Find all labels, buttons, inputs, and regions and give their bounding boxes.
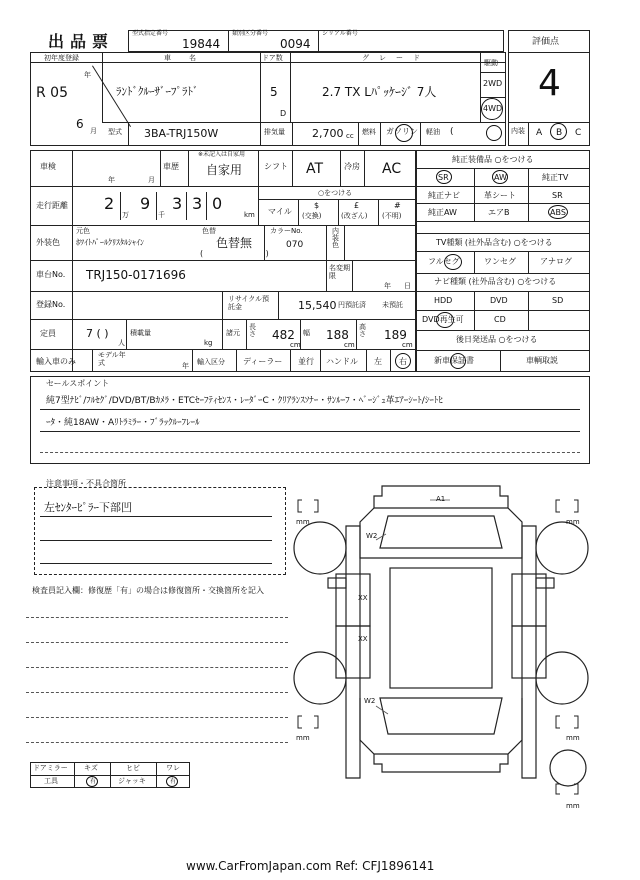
tampered-option: (改ざん) xyxy=(341,212,368,220)
diagram-w2-top: W2 xyxy=(366,532,378,540)
legend-door-mirror: ドアミラー xyxy=(33,764,68,772)
diagram-xx-2: XX xyxy=(358,635,368,643)
paint-value: 色替無 xyxy=(216,236,253,250)
km-unit: km xyxy=(244,211,255,219)
fuel-paren-circle xyxy=(486,125,502,141)
color-value: ﾎﾜｲﾄﾊﾟｰﾙｸﾘｽﾀﾙｼｬｲﾝ xyxy=(76,238,144,247)
door-count-label: ドア数 xyxy=(262,54,283,62)
inspection-label: 車検 xyxy=(40,162,56,171)
model-year-mark: 年 xyxy=(182,362,189,370)
equip-abs-circle xyxy=(548,205,568,219)
mm-rear-right: mm xyxy=(566,734,580,742)
color-no-value: 070 xyxy=(286,240,304,250)
navi-sd: SD xyxy=(552,296,564,305)
notes-label: 注意事項・不具合箇所 xyxy=(46,479,126,488)
car-damage-diagram xyxy=(290,478,595,813)
length-unit: cm xyxy=(290,341,301,349)
later-warranty: 新車保証書 xyxy=(434,356,474,365)
unknown-option: (不明) xyxy=(382,212,402,220)
sales-label: セールスポイント xyxy=(46,379,110,388)
door-rear-right xyxy=(512,626,546,678)
wheel-front-left xyxy=(294,522,346,574)
height-label: 高さ xyxy=(359,323,366,338)
drive-4wd-circle xyxy=(481,98,503,120)
legend-jack: ジャッキ xyxy=(118,777,146,785)
capacity-person: 人 xyxy=(118,339,125,347)
year-value: R 05 xyxy=(36,85,68,101)
import-label: 輸入車のみ xyxy=(36,357,76,366)
dollar-option: $ xyxy=(314,201,320,210)
shift-label: シフト xyxy=(264,162,288,171)
later-manual: 車輌取説 xyxy=(526,356,558,365)
ac-label: 冷房 xyxy=(344,162,360,171)
mileage-digit-1: 2 xyxy=(104,194,115,213)
width-label: 幅 xyxy=(303,329,310,337)
equip-abs: ABS xyxy=(550,208,566,217)
right-circle xyxy=(395,353,411,369)
capacity-value: 7 ( ) xyxy=(86,327,109,340)
ac-value: AC xyxy=(382,161,402,177)
fuel-label: 燃料 xyxy=(362,128,376,136)
sen-mark: 千 xyxy=(158,211,165,219)
equip-std-tv: 純正TV xyxy=(542,173,569,182)
month-value: 6 xyxy=(76,117,84,131)
grade-label: グレード xyxy=(362,54,430,62)
drive-2wd: 2WD xyxy=(483,79,503,88)
man-mark: 万 xyxy=(122,211,129,219)
type-cert-value: 19844 xyxy=(182,37,221,51)
usage-label: 車歴 xyxy=(163,162,179,171)
equip-aw-circle xyxy=(492,170,508,184)
legend-crack: ヒビ xyxy=(126,764,140,772)
color-label: 外装色 xyxy=(36,238,60,247)
exchange-option: (交換) xyxy=(302,212,322,220)
sales-line-1: 純7型ﾅﾋﾞ/ﾌﾙｾｸﾞ/DVD/BT/Bｶﾒﾗ・ETCｾｰﾌﾃｨｾﾝｽ・ﾚｰﾀﾞｰC・ｸﾘｱﾗﾝｽｿﾅｰ・ｻﾝﾙｰﾌ・ﾍﾞｰｼﾞｭ革ｴｱｰｼｰﾄ/ｼｰﾄﾋ xyxy=(46,396,443,406)
navi-dvd: DVD xyxy=(490,296,508,305)
drive-label: 駆動 xyxy=(484,59,498,67)
equip-sr-circle xyxy=(436,170,452,184)
width-unit: cm xyxy=(344,341,355,349)
legend-jack-mark: 有 xyxy=(170,778,177,785)
month-mark: 月 xyxy=(90,127,97,135)
interior-c: C xyxy=(575,128,582,138)
equip-aw: AW xyxy=(494,173,507,182)
equip-std-navi: 純正ナビ xyxy=(428,191,460,200)
serial-label: シリアル番号 xyxy=(322,30,358,37)
legend-tools: 工具 xyxy=(44,777,58,785)
orig-color-label: 元色 xyxy=(76,227,90,235)
right-option: 右 xyxy=(399,357,407,366)
fuel-gasoline: ガソリン xyxy=(386,127,418,136)
legend-tools-mark: 有 xyxy=(90,778,97,785)
interior-color-label: 内装色 xyxy=(332,227,339,249)
mileage-digit-4: 3 xyxy=(192,194,203,213)
model-value: 3BA-TRJ150W xyxy=(144,127,219,140)
pound-option: £ xyxy=(354,201,360,210)
legend-jack-circle xyxy=(166,776,178,787)
equip-airbag: エアB xyxy=(488,208,510,217)
score-value: 4 xyxy=(538,63,561,104)
recycle-value: 15,540 xyxy=(298,299,337,312)
paint-label: 色替 xyxy=(202,227,216,235)
navi-dvd-play-circle xyxy=(436,312,454,328)
recycle-label: リサイクル預託金 xyxy=(228,295,270,312)
interior-a: A xyxy=(536,128,543,138)
length-label: 長さ xyxy=(249,323,256,338)
later-warranty-circle xyxy=(450,353,466,369)
tv-analog: アナログ xyxy=(540,257,572,266)
mileage-label: 走行距離 xyxy=(36,201,68,210)
height-unit: cm xyxy=(402,341,413,349)
equip-std-aw: 純正AW xyxy=(428,208,457,217)
equip-pw-sr: SR xyxy=(552,191,563,200)
door-suffix: D xyxy=(280,109,287,118)
displacement-label: 排気量 xyxy=(264,128,285,136)
legend-tools-circle xyxy=(86,776,98,787)
mm-spare: mm xyxy=(566,802,580,810)
inspection-year-mark: 年 xyxy=(108,176,115,184)
legend-scratch: キズ xyxy=(84,764,98,772)
length-value: 482 xyxy=(272,328,295,342)
usage-value: 自家用 xyxy=(206,163,243,177)
navi-header: ナビ種類 (社外品含む) ○をつける xyxy=(434,277,557,286)
tv-header: TV種類 (社外品含む) ○をつける xyxy=(436,238,553,247)
kg-unit: kg xyxy=(204,339,213,347)
interior-b-circle xyxy=(550,123,567,140)
diagram-a1: A1 xyxy=(436,495,446,503)
type-cert-label: 型式指定番号 xyxy=(132,30,169,37)
door-front-right xyxy=(512,574,546,626)
grade-value: 2.7 TX Lﾊﾟｯｹｰｼﾞ 7人 xyxy=(322,85,437,99)
car-name-value: ﾗﾝﾄﾞｸﾙｰｻﾞｰﾌﾟﾗﾄﾞ xyxy=(116,85,199,98)
roof xyxy=(390,568,492,688)
mirror-left xyxy=(328,578,346,588)
shift-value: AT xyxy=(306,161,324,177)
fuel-paren: ( xyxy=(450,127,454,137)
spare-wheel xyxy=(550,750,586,786)
sales-line-2: ｰﾀ・純18AW・Aﾘﾄﾗﾐﾗｰ・ﾌﾞﾗｯｸﾙｰﾌﾚｰﾙ xyxy=(46,418,200,428)
diagram-xx-1: XX xyxy=(358,594,368,602)
chassis-label: 車台No. xyxy=(36,270,66,279)
fuel-gasoline-circle xyxy=(395,124,413,142)
chassis-value: TRJ150-0171696 xyxy=(86,268,186,282)
mirror-right xyxy=(536,578,554,588)
inspector-label: 検査員記入欄：修復歴「有」の場合は修復箇所・交換箇所を記入 xyxy=(32,586,264,595)
body-right xyxy=(522,526,536,778)
windshield xyxy=(380,516,502,548)
displacement-unit: cc xyxy=(346,132,354,140)
door-count-value: 5 xyxy=(270,85,278,99)
interior-b: B xyxy=(556,128,563,138)
recycle-unpaid: 未預託 xyxy=(382,301,403,309)
mm-rear-left: mm xyxy=(296,734,310,742)
capacity-label: 定員 xyxy=(40,329,56,338)
name-change-label: 名変期限 xyxy=(329,264,350,280)
rear-bumper xyxy=(374,754,508,772)
footer-ref: www.CarFromJapan.com Ref: CFJ1896141 xyxy=(186,859,435,873)
dealer-option: ディーラー xyxy=(243,357,283,366)
color-no-label: カラーNo. xyxy=(270,227,303,235)
door-rear-left xyxy=(336,626,370,678)
mm-front-left: mm xyxy=(296,518,310,526)
car-name-label: 車名 xyxy=(164,54,214,62)
equip-leather: 革シート xyxy=(484,191,516,200)
tv-oneseg: ワンセグ xyxy=(484,257,516,266)
sheet-title: 出品票 xyxy=(48,32,115,51)
mileage-digit-3: 3 xyxy=(172,194,183,213)
mileage-digit-2: 9 xyxy=(140,194,151,213)
reg-no-label: 登録No. xyxy=(36,300,66,309)
circle-note: ○をつける xyxy=(318,189,353,197)
body-left xyxy=(346,526,360,778)
hash-option: # xyxy=(394,201,401,210)
name-change-day: 日 xyxy=(404,282,411,290)
later-header: 後日発送品 ○をつける xyxy=(456,335,538,344)
equip-sr: SR xyxy=(438,173,449,182)
interior-label: 内装 xyxy=(511,127,525,135)
mm-front-right: mm xyxy=(566,518,580,526)
class-label: 類別区分番号 xyxy=(232,30,269,37)
tailgate xyxy=(360,698,522,754)
rear-window xyxy=(380,698,502,734)
import-class-label: 輸入区分 xyxy=(197,358,225,366)
navi-dvd-play: DVD再生可 xyxy=(422,315,464,324)
year-mark: 年 xyxy=(84,71,91,79)
mileage-digit-5: 0 xyxy=(212,194,223,213)
navi-cd: CD xyxy=(494,315,506,324)
paint-paren: ( ) xyxy=(200,249,299,258)
std-equipment-header: 純正装備品 ○をつける xyxy=(452,155,534,164)
notes-entry: 左ｾﾝﾀｰﾋﾟﾗｰ下部凹 xyxy=(44,501,132,514)
wheel-front-right xyxy=(536,522,588,574)
width-value: 188 xyxy=(326,328,349,342)
handle-label: ハンドル xyxy=(326,357,358,366)
tv-fullseg: フルセグ xyxy=(428,257,460,266)
displacement-value: 2,700 xyxy=(312,127,344,140)
name-change-year: 年 xyxy=(384,282,391,290)
model-year-label: モデル年式 xyxy=(98,351,126,367)
drive-4wd: 4WD xyxy=(483,104,503,113)
usage-note: ※未記入は自家用 xyxy=(198,151,246,158)
load-label: 積載量 xyxy=(130,329,151,337)
navi-hdd: HDD xyxy=(434,296,453,305)
dims-label: 諸元 xyxy=(226,329,240,337)
height-value: 189 xyxy=(384,328,407,342)
reg-year-label: 初年度登録 xyxy=(44,54,79,62)
recycle-paid: 円預託済 xyxy=(338,301,366,309)
mile-option: マイル xyxy=(268,207,292,216)
left-option: 左 xyxy=(374,357,382,366)
score-label: 評価点 xyxy=(532,37,560,47)
legend-broken: ワレ xyxy=(166,764,180,772)
diagram-w2-bottom: W2 xyxy=(364,697,376,705)
parallel-option: 並行 xyxy=(298,357,314,366)
tv-fullseg-circle xyxy=(444,254,462,270)
fuel-light-oil: 軽油 xyxy=(426,128,440,136)
model-label: 型式 xyxy=(108,128,122,136)
inspection-month-mark: 月 xyxy=(148,176,155,184)
class-value: 0094 xyxy=(280,37,311,51)
